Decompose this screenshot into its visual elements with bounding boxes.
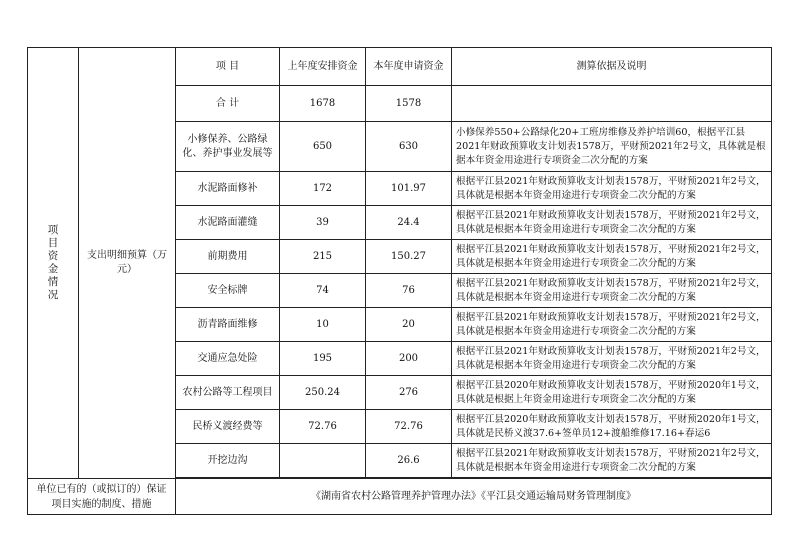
row-item: 安全标牌: [176, 274, 280, 308]
row-last-year: 74: [280, 274, 366, 308]
sub-label: 支出明细预算（万元）: [87, 250, 167, 275]
row-this-year: 150.27: [366, 240, 452, 274]
row-basis: 根据平江县2021年财政预算收支计划表1578万，平财预2021年2号文，具体就是根据本年资金用途进行专项资金二次分配的方案: [452, 206, 772, 240]
row-last-year: 250.24: [280, 376, 366, 410]
row-last-year: 195: [280, 342, 366, 376]
row-item: 水泥路面灌缝: [176, 206, 280, 240]
total-last-year: 1678: [280, 86, 366, 122]
row-basis: 根据平江县2021年财政预算收支计划表1578万，平财预2021年2号文，具体就是根据本年资金用途进行专项资金二次分配的方案: [452, 342, 772, 376]
row-item: 小修保养、公路绿化、养护事业发展等: [176, 122, 280, 172]
row-this-year: 630: [366, 122, 452, 172]
row-this-year: 72.76: [366, 410, 452, 444]
footer-row: [28, 479, 772, 515]
row-last-year: [280, 444, 366, 478]
header-this-year: 本年度申请资金: [366, 48, 452, 86]
row-basis: 小修保养550+公路绿化20+工班房维修及养护培训60，根据平江县2021年财政预算收支计划表1578万，平财预2021年2号文，具体就是根据本年资金用途进行专项资金二次分配的方案: [452, 122, 772, 172]
row-item: 农村公路等工程项目: [176, 376, 280, 410]
row-this-year: 76: [366, 274, 452, 308]
header-basis: 测算依据及说明: [452, 48, 772, 86]
row-basis: 根据平江县2020年财政预算收支计划表1578万，平财预2020年1号文，具体就是民桥义渡37.6+签单员12+渡船维修17.16+春运6: [452, 410, 772, 444]
row-item: 交通应急处险: [176, 342, 280, 376]
row-item: 沥青路面维修: [176, 308, 280, 342]
budget-detail-table: [27, 47, 772, 515]
row-last-year: 650: [280, 122, 366, 172]
row-basis: 根据平江县2021年财政预算收支计划表1578万，平财预2021年2号文，具体就是根据本年资金用途进行专项资金二次分配的方案: [452, 274, 772, 308]
total-this-year: 1578: [366, 86, 452, 122]
row-last-year: 215: [280, 240, 366, 274]
footer-label: 单位已有的（或拟订的）保证项目实施的制度、措施: [28, 479, 176, 515]
row-last-year: 39: [280, 206, 366, 240]
footer-value: 《湖南省农村公路管理养护管理办法》《平江县交通运输局财务管理制度》: [176, 479, 772, 515]
row-basis: 根据平江县2021年财政预算收支计划表1578万，平财预2021年2号文，具体就是根据本年资金用途进行专项资金二次分配的方案: [452, 172, 772, 206]
row-basis: 根据平江县2021年财政预算收支计划表1578万，平财预2021年2号文，具体就是根据本年资金用途进行专项资金二次分配的方案: [452, 444, 772, 478]
row-last-year: 10: [280, 308, 366, 342]
section-label: 项目资金情况: [47, 223, 59, 301]
row-item: 开挖边沟: [176, 444, 280, 478]
header-row: [28, 48, 772, 86]
row-this-year: 24.4: [366, 206, 452, 240]
row-item: 水泥路面修补: [176, 172, 280, 206]
row-this-year: 276: [366, 376, 452, 410]
row-this-year: 20: [366, 308, 452, 342]
row-this-year: 101.97: [366, 172, 452, 206]
sub-label-cell: [79, 48, 176, 479]
row-item: 民桥义渡经费等: [176, 410, 280, 444]
total-basis: [452, 86, 772, 122]
header-item: 项 目: [176, 48, 280, 86]
section-label-cell: [28, 48, 79, 479]
row-this-year: 26.6: [366, 444, 452, 478]
row-basis: 根据平江县2020年财政预算收支计划表1578万，平财预2020年1号文，具体就是根据上年资金用途进行专项资金二次分配的方案: [452, 376, 772, 410]
row-this-year: 200: [366, 342, 452, 376]
row-basis: 根据平江县2021年财政预算收支计划表1578万，平财预2021年2号文，具体就是根据本年资金用途进行专项资金二次分配的方案: [452, 240, 772, 274]
header-last-year: 上年度安排资金: [280, 48, 366, 86]
row-basis: 根据平江县2021年财政预算收支计划表1578万，平财预2021年2号文，具体就是根据本年资金用途进行专项资金二次分配的方案: [452, 308, 772, 342]
row-last-year: 172: [280, 172, 366, 206]
row-item: 前期费用: [176, 240, 280, 274]
total-label: 合 计: [176, 86, 280, 122]
row-last-year: 72.76: [280, 410, 366, 444]
